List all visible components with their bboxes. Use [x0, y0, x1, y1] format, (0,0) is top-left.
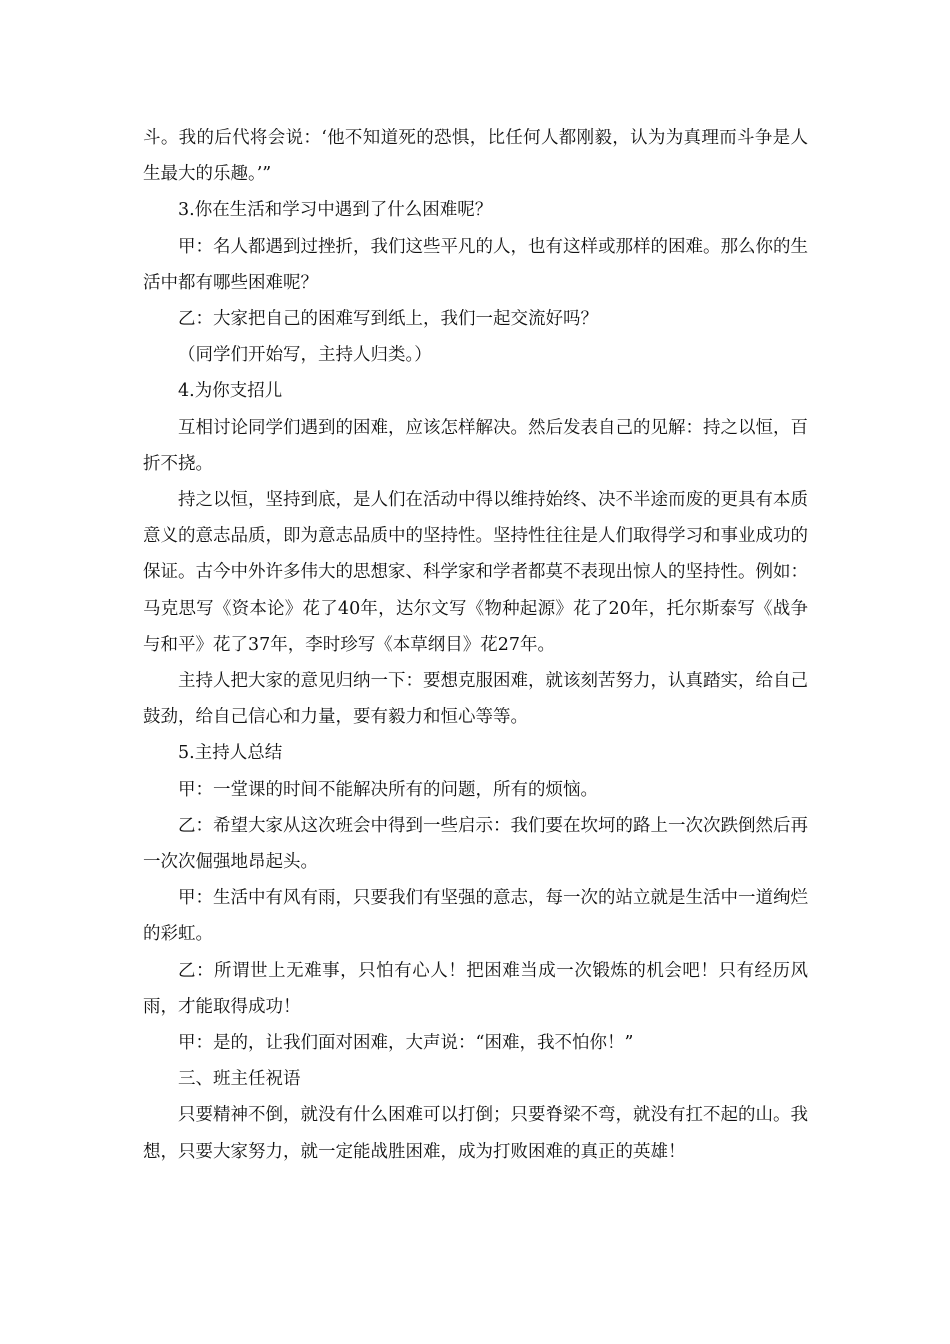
section-heading-3: 3.你在生活和学习中遇到了什么困难呢？ [178, 200, 493, 221]
paragraph-jia-2: 甲：一堂课的时间不能解决所有的问题，所有的烦恼。 [178, 779, 598, 800]
paragraph-yi-3: 乙：所谓世上无难事，只怕有心人！把困难当成一次锻炼的机会吧！只有经历风雨，才能取得成功！ [143, 960, 808, 1017]
section-heading-4: 4.为你支招儿 [178, 381, 283, 402]
paragraph-host-summary: 主持人把大家的意见归纳一下：要想克服困难，就该刻苦努力，认真踏实，给自己鼓劲，给自己信心和力量，要有毅力和恒心等等。 [143, 671, 808, 728]
paragraph-stage-note: （同学们开始写，主持人归类。） [178, 345, 432, 366]
paragraph-yi-2: 乙：希望大家从这次班会中得到一些启示：我们要在坎坷的路上一次次跌倒然后再一次次倔强地昂起头。 [143, 815, 808, 873]
document-page [143, 120, 808, 1170]
paragraph-discussion: 互相讨论同学们遇到的困难，应该怎样解决。然后发表自己的见解：持之以恒，百折不挠。 [143, 417, 808, 474]
paragraph-closing-wish: 只要精神不倒，就没有什么困难可以打倒；只要脊梁不弯，就没有扛不起的山。我想，只要大家努力，就一定能战胜困难，成为打败困难的真正的英雄！ [143, 1105, 808, 1162]
paragraph-yi-1: 乙：大家把自己的困难写到纸上，我们一起交流好吗？ [178, 309, 598, 330]
paragraph-perseverance: 持之以恒，坚持到底，是人们在活动中得以维持始终、决不半途而废的更具有本质意义的意志品质，即为意志品质中的坚持性。坚持性往往是人们取得学习和事业成功的保证。古今中外许多伟大的思想家、科学家和学者都莫不表现出惊人的坚持性。例如：马克思写《资本论》花了40年，达尔文写《物种起源》花了20年，托尔斯泰写《战争与和平》花了37年，李时珍写《本草纲目》花27年。 [143, 490, 808, 655]
paragraph-jia-3: 甲：生活中有风有雨，只要我们有坚强的意志，每一次的站立就是生活中一道绚烂的彩虹。 [143, 888, 808, 945]
section-heading-three: 三、班主任祝语 [178, 1069, 301, 1090]
paragraph-jia-1: 甲：名人都遇到过挫折，我们这些平凡的人，也有这样或那样的困难。那么你的生活中都有哪些困难呢？ [143, 236, 808, 293]
paragraph-continuation: 斗。我的后代将会说：‘他不知道死的恐惧，比任何人都刚毅，认为为真理而斗争是人生最大的乐趣。’” [143, 128, 808, 185]
paragraph-jia-4: 甲：是的，让我们面对困难，大声说：“困难，我不怕你！” [178, 1033, 634, 1054]
section-heading-5: 5.主持人总结 [178, 743, 283, 764]
